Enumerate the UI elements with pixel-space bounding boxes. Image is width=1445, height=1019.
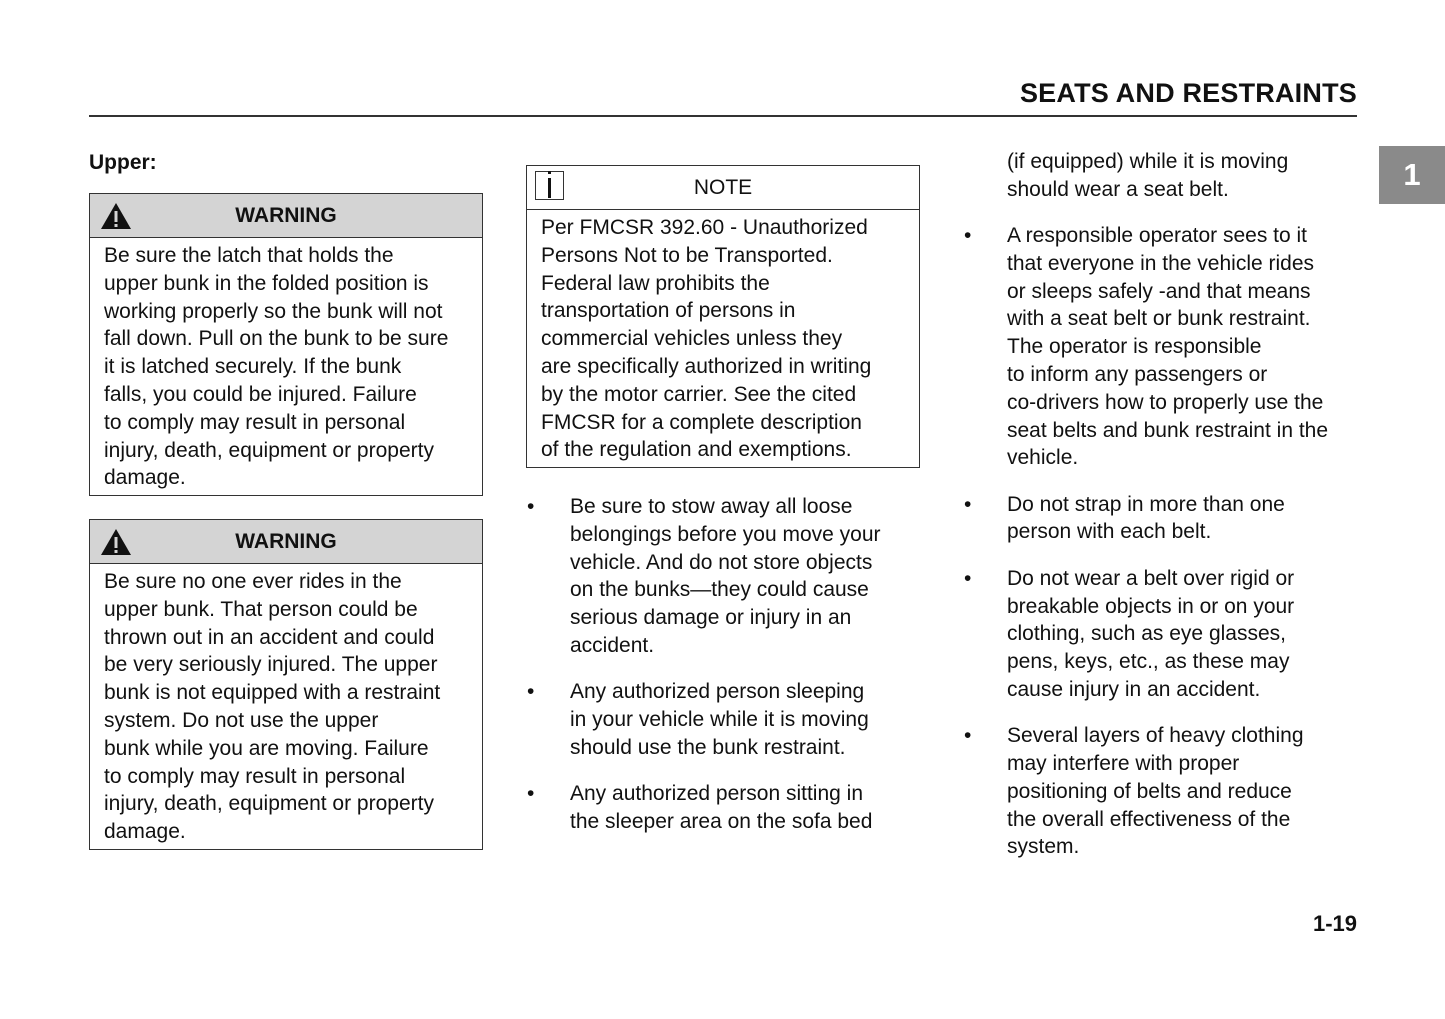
text-line: by the motor carrier. See the cited — [541, 382, 857, 406]
note-box — [526, 165, 920, 468]
section-title: SEATS AND RESTRAINTS — [1019, 78, 1357, 108]
text-line: Be sure the latch that holds the — [104, 244, 394, 267]
text-line: the overall effectiveness of the — [1007, 807, 1291, 831]
right-bullet-list — [964, 222, 1364, 880]
text-line: commercial vehicles unless they — [541, 327, 843, 351]
list-item — [527, 493, 927, 660]
warning-label: WARNING — [235, 529, 337, 553]
text-line: FMCSR for a complete description — [541, 410, 862, 434]
text-line: should wear a seat belt. — [1007, 177, 1229, 201]
warning-header — [90, 194, 482, 238]
text-line: Persons Not to be Transported. — [541, 243, 833, 267]
bullet-icon: • — [964, 224, 972, 247]
warning-header — [90, 520, 482, 564]
bullet-icon: • — [964, 492, 972, 516]
bullet-icon: • — [527, 495, 535, 518]
text-line: in your vehicle while it is moving — [570, 708, 869, 732]
text-line: pens, keys, etc., as these may — [1007, 650, 1290, 674]
warning-label: WARNING — [235, 203, 337, 227]
text-line: Any authorized person sitting in — [570, 782, 864, 806]
warning-box-1 — [89, 193, 483, 496]
text-line: Any authorized person sleeping — [570, 680, 865, 704]
page-number: 1-19 — [1312, 911, 1357, 936]
list-item — [964, 565, 1364, 704]
text-line: upper bunk in the folded position is — [104, 271, 429, 295]
text-line: or sleeps safely -and that means — [1007, 279, 1311, 303]
list-item — [964, 722, 1364, 861]
text-line: person with each belt. — [1007, 520, 1212, 544]
text-line: Do not strap in more than one — [1007, 492, 1285, 516]
text-line: bunk while you are moving. Failure — [104, 736, 429, 760]
text-line: it is latched securely. If the bunk — [104, 355, 402, 379]
text-line: should use the bunk restraint. — [570, 735, 846, 759]
text-line: system. — [1007, 835, 1080, 859]
text-line: the sleeper area on the sofa bed — [570, 809, 873, 833]
note-header — [527, 166, 919, 210]
text-line: to comply may result in personal — [104, 410, 406, 434]
text-line: breakable objects in or on your — [1007, 594, 1295, 618]
text-line: on the bunks—they could cause — [570, 578, 869, 602]
text-line: accident. — [570, 633, 655, 657]
continued-text — [1007, 148, 1288, 204]
note-label: NOTE — [693, 175, 753, 199]
text-line: that everyone in the vehicle rides — [1007, 251, 1315, 275]
text-line: (if equipped) while it is moving — [1007, 150, 1289, 173]
text-line: of the regulation and exemptions. — [541, 438, 852, 462]
text-line: falls, you could be injured. Failure — [104, 382, 417, 406]
info-icon — [535, 171, 564, 200]
warning-box-2 — [89, 519, 483, 850]
warning-body — [90, 238, 482, 496]
page-header — [89, 78, 1357, 117]
text-line: Be sure no one ever rides in the — [104, 570, 402, 593]
text-line: The operator is responsible — [1007, 335, 1262, 359]
list-item — [964, 491, 1364, 547]
text-line: A responsible operator sees to it — [1007, 224, 1308, 247]
text-line: fall down. Pull on the bunk to be sure — [104, 327, 449, 351]
text-line: to inform any passengers or — [1007, 362, 1268, 386]
warning-triangle-icon — [100, 202, 132, 230]
text-line: thrown out in an accident and could — [104, 625, 435, 649]
text-line: positioning of belts and reduce — [1007, 779, 1292, 803]
warning-triangle-icon — [100, 528, 132, 556]
text-line: working properly so the bunk will not — [104, 299, 443, 323]
list-item — [527, 678, 927, 761]
text-line: to comply may result in personal — [104, 764, 406, 788]
list-item — [964, 222, 1364, 472]
text-line: Several layers of heavy clothing — [1007, 724, 1304, 748]
text-line: be very seriously injured. The upper — [104, 653, 438, 677]
bullet-icon: • — [964, 724, 972, 748]
text-line: are specifically authorized in writing — [541, 354, 872, 378]
text-line: serious damage or injury in an — [570, 606, 852, 630]
bullet-icon: • — [964, 566, 972, 590]
text-line: clothing, such as eye glasses, — [1007, 622, 1286, 646]
text-line: injury, death, equipment or property — [104, 438, 434, 462]
list-item — [527, 780, 927, 836]
text-line: bunk is not equipped with a restraint — [104, 681, 441, 705]
subheading-upper: Upper: — [89, 151, 157, 174]
text-line: may interfere with proper — [1007, 752, 1240, 776]
text-line: co-drivers how to properly use the — [1007, 390, 1324, 414]
text-line: Per FMCSR 392.60 - Unauthorized — [541, 216, 868, 239]
note-body — [527, 210, 919, 468]
text-line: Federal law prohibits the — [541, 271, 770, 295]
middle-bullet-list — [527, 493, 927, 854]
text-line: transportation of persons in — [541, 299, 796, 323]
text-line: vehicle. And do not store objects — [570, 550, 873, 574]
text-line: belongings before you move your — [570, 522, 881, 546]
text-line: upper bunk. That person could be — [104, 597, 418, 621]
text-line: cause injury in an accident. — [1007, 677, 1261, 701]
text-line: vehicle. — [1007, 446, 1079, 470]
bullet-icon: • — [527, 680, 535, 704]
bullet-icon: • — [527, 782, 535, 806]
text-line: Do not wear a belt over rigid or — [1007, 566, 1295, 590]
chapter-tab: 1 — [1379, 146, 1445, 204]
warning-body — [90, 564, 482, 850]
text-line: damage. — [104, 466, 186, 490]
text-line: injury, death, equipment or property — [104, 792, 434, 816]
text-line: system. Do not use the upper — [104, 708, 379, 732]
text-line: Be sure to stow away all loose — [570, 495, 853, 518]
text-line: seat belts and bunk restraint in the — [1007, 418, 1329, 442]
text-line: damage. — [104, 820, 186, 844]
text-line: with a seat belt or bunk restraint. — [1007, 307, 1311, 331]
